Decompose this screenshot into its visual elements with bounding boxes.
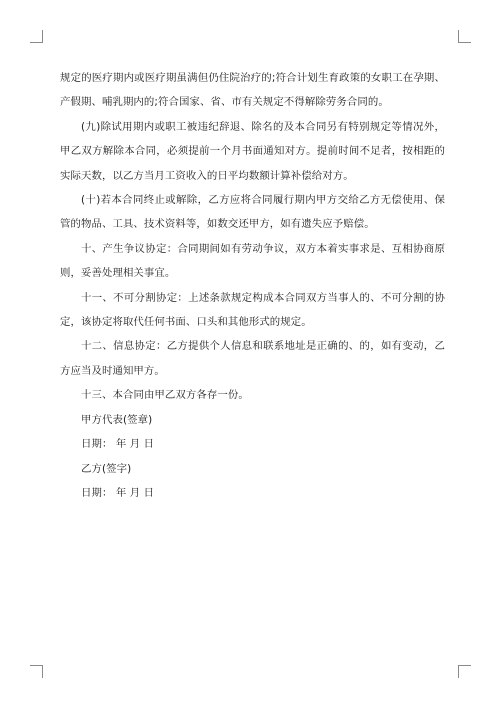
signature-date-b: 日期： 年 月 日 bbox=[81, 486, 155, 499]
crop-mark-top-right bbox=[458, 30, 471, 43]
paragraph-clause-10: (十)若本合同终止或解除，乙方应将合同履行期内甲方交给乙方无偿使用、保管的物品、工具、技术资料等，如数交还甲方，如有遗失应予赔偿。 bbox=[60, 194, 445, 231]
paragraph-clause-9: (九)除试用期内或职工被违纪辞退、除名的及本合同另有特别规定等情况外，甲乙双方解除本合同，必须提前一个月书面通知对方。提前时间不足者，按相距的实际天数，以乙方当月工资收入的日平均数额计算补偿给对方。 bbox=[60, 120, 445, 182]
paragraph-information-agreement: 十二、信息协定：乙方提供个人信息和联系地址是正确的、的，如有变动，乙方应当及时通知甲方。 bbox=[60, 340, 445, 377]
signature-party-a: 甲方代表(签章) bbox=[81, 413, 153, 426]
paragraph-continuation: 规定的医疗期内或医疗期虽满但仍住院治疗的;符合计划生育政策的女职工在孕期、产假期、哺乳期内的;符合国家、省、市有关规定不得解除劳务合同的。 bbox=[60, 72, 445, 109]
document-body bbox=[60, 66, 445, 505]
signature-date-a: 日期： 年 月 日 bbox=[81, 438, 155, 451]
paragraph-inseparable-agreement: 十一、不可分割协定：上述条款规定构成本合同双方当事人的、不可分割的协定，该协定将取代任何书面、口头和其他形式的规定。 bbox=[60, 291, 445, 329]
crop-mark-bottom-left bbox=[30, 665, 43, 678]
paragraph-dispute-agreement: 十、产生争议协定：合同期间如有劳动争议，双方本着实事求是、互相协商原则，妥善处理相关事宜。 bbox=[60, 242, 445, 280]
crop-mark-top-left bbox=[30, 30, 43, 43]
crop-mark-bottom-right bbox=[458, 665, 471, 678]
signature-party-b: 乙方(签字) bbox=[81, 462, 132, 475]
paragraph-copies: 十三、本合同由甲乙双方各存一份。 bbox=[81, 389, 249, 402]
